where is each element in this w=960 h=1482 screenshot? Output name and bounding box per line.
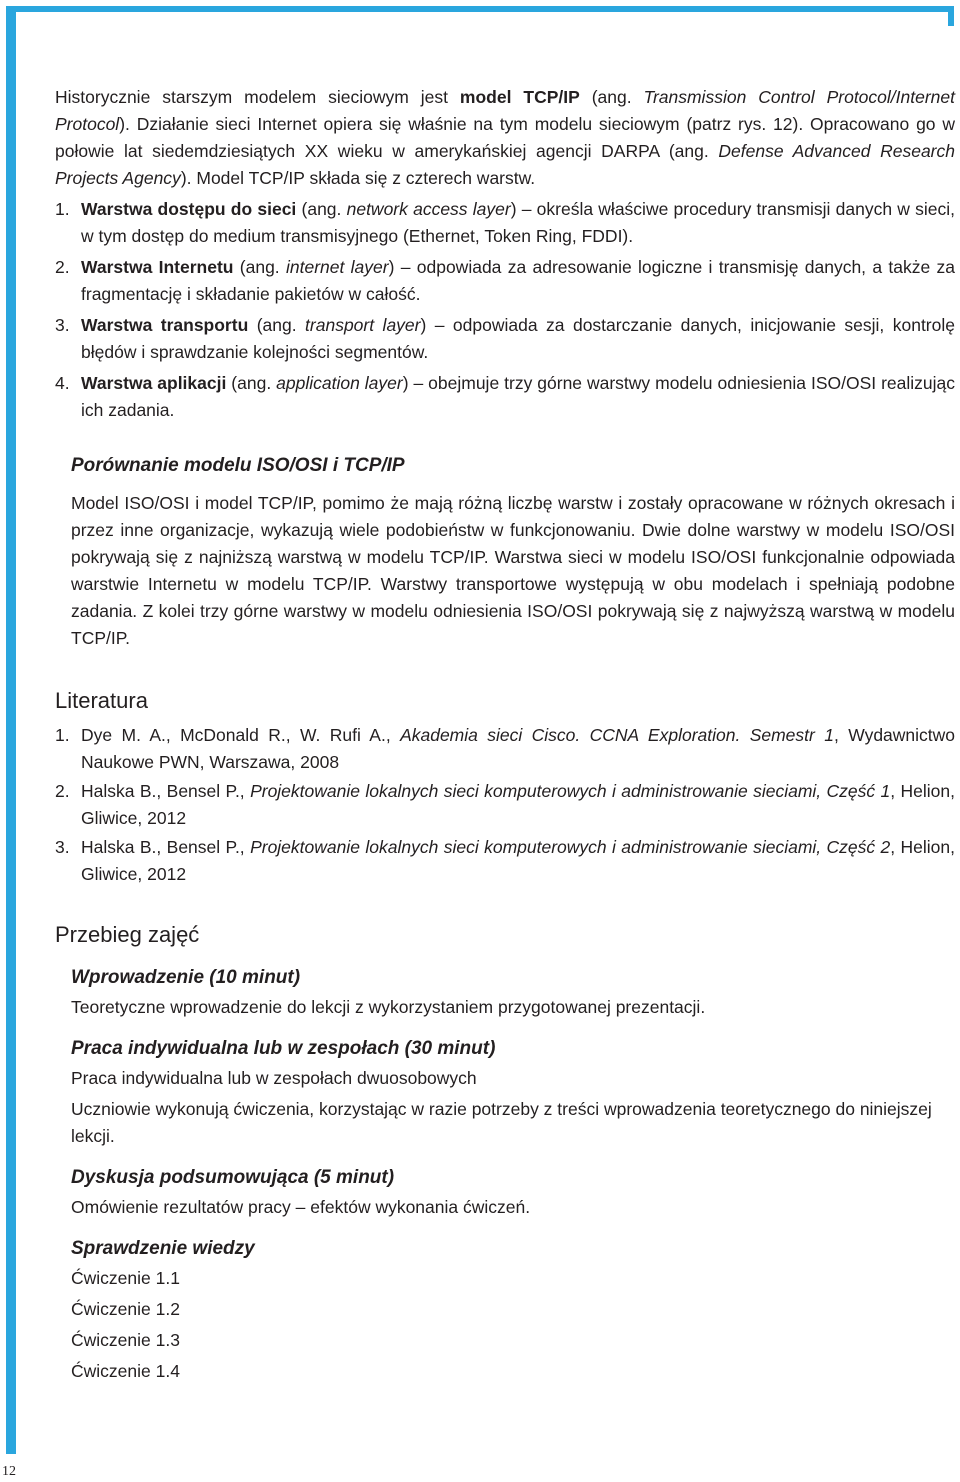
lit-publisher: , Wydawnictwo Naukowe PWN, Warszawa, 2008 (81, 725, 956, 772)
list-item (55, 196, 955, 250)
lit-authors: Halska B., Bensel P., (81, 781, 251, 801)
intro-text: (ang. (579, 87, 644, 107)
literature-list (55, 722, 955, 888)
intro-paragraph (55, 84, 955, 192)
comparison-heading: Porównanie modelu ISO/OSI i TCP/IP (71, 455, 405, 476)
comparison-paragraph: Model ISO/OSI i model TCP/IP, pomimo że mają różną liczbę warstw i zostały opracowane w różnych okresach i przez inne organizacje, wykazują wiele podobieństw w funkcjonowaniu. Dwie dolne warstwy w modelu ISO/OSI pokrywają się z najniższą warstwą w modelu TCP/IP. Warstwa sieci w modelu ISO/OSI funkcjonalnie odpowiada warstwie Internetu w modelu TCP/IP. Warstwy transportowe występują w obu modelach i spełniają podobne zadania. Z kolei trzy górne warstwy w modelu odniesienia ISO/OSI pokrywają się z najwyższą warstwą w modelu TCP/IP. (71, 493, 955, 648)
course-section (55, 964, 955, 1385)
list-item (55, 370, 955, 424)
intro-bold-term: model TCP/IP (459, 87, 580, 107)
layer-text: (ang. (296, 199, 347, 219)
lit-title: Projektowanie lokalnych sieci komputerowych i administrowanie sieciami, Część 1 (250, 781, 891, 801)
exercise-list (71, 1265, 955, 1385)
list-item (55, 778, 955, 832)
layer-text: (ang. (233, 257, 286, 277)
lit-title: Akademia sieci Cisco. CCNA Exploration. Semestr 1 (400, 725, 834, 745)
exercise-item: Ćwiczenie 1.2 (71, 1299, 180, 1319)
layer-title: Warstwa Internetu (81, 257, 234, 277)
list-number: 4. (55, 373, 70, 393)
intro-italic-term: Defense Advanced Research Projects Agency (55, 141, 955, 188)
knowledge-check-subheading: Sprawdzenie wiedzy (71, 1238, 255, 1259)
exercise-item: Ćwiczenie 1.4 (71, 1361, 180, 1381)
discussion-description: Omówienie rezultatów pracy – efektów wykonania ćwiczeń. (71, 1197, 531, 1217)
course-heading: Przebieg zajęć (55, 922, 200, 947)
layer-text: (ang. (226, 373, 277, 393)
intro-subheading: Wprowadzenie (10 minut) (71, 967, 301, 988)
right-accent-bar (948, 6, 954, 26)
layer-description: ) – odpowiada za adresowanie logiczne i transmisję danych, a także za fragmentację i składanie pakietów w całość. (81, 257, 955, 304)
list-item (55, 722, 955, 776)
literature-heading: Literatura (55, 688, 148, 713)
layer-text: (ang. (248, 315, 306, 335)
lit-authors: Dye M. A., McDonald R., W. Rufi A., (81, 725, 401, 745)
intro-italic-term: Transmission Control Protocol/Internet Protocol (55, 87, 955, 134)
layer-description: ) – obejmuje trzy górne warstwy modelu odniesienia ISO/OSI realizując ich zadania. (81, 373, 956, 420)
lit-publisher: , Helion, Gliwice, 2012 (81, 781, 955, 828)
intro-text: Historycznie starszym modelem sieciowym jest (55, 87, 460, 107)
list-number: 2. (55, 257, 70, 277)
list-item (55, 834, 955, 888)
page-content (55, 84, 955, 1385)
list-number: 3. (55, 837, 70, 857)
layer-description: ) – odpowiada za dostarczanie danych, inicjowanie sesji, kontrolę błędów i sprawdzanie kolejności segmentów. (81, 315, 955, 362)
layer-term: network access layer (346, 199, 511, 219)
list-number: 2. (55, 781, 70, 801)
layer-term: transport layer (305, 315, 421, 335)
work-subheading: Praca indywidualna lub w zespołach (30 minut) (71, 1038, 496, 1059)
discussion-subheading: Dyskusja podsumowująca (5 minut) (71, 1167, 395, 1188)
list-item (55, 254, 955, 308)
layer-title: Warstwa transportu (81, 315, 249, 335)
lit-title: Projektowanie lokalnych sieci komputerowych i administrowanie sieciami, Część 2 (250, 837, 891, 857)
layer-title: Warstwa aplikacji (81, 373, 227, 393)
layer-list (55, 196, 955, 424)
layer-title: Warstwa dostępu do sieci (81, 199, 297, 219)
work-description: Praca indywidualna lub w zespołach dwuosobowych (71, 1068, 477, 1088)
layer-term: internet layer (285, 257, 389, 277)
left-accent-bar (6, 6, 16, 1454)
intro-text: ). Działanie sieci Internet opiera się właśnie na tym modelu sieciowym (patrz rys. 12). Opracowano go w połowie lat siedemdziesiątych XX wieku w amerykańskiej agencji DARPA (ang. (55, 114, 955, 161)
intro-text: ). Model TCP/IP składa się z czterech warstw. (180, 168, 536, 188)
layer-description: ) – określa właściwe procedury transmisji danych w sieci, w tym dostęp do medium transmisyjnego (Ethernet, Token Ring, FDDI). (81, 199, 955, 246)
exercise-item: Ćwiczenie 1.1 (71, 1268, 180, 1288)
top-accent-bar (6, 6, 954, 12)
list-item (55, 312, 955, 366)
intro-description: Teoretyczne wprowadzenie do lekcji z wykorzystaniem przygotowanej prezentacji. (71, 997, 706, 1017)
layer-term: application layer (276, 373, 403, 393)
comparison-section (55, 452, 955, 652)
page-number: 12 (2, 1464, 16, 1479)
list-number: 1. (55, 725, 70, 745)
lit-authors: Halska B., Bensel P., (81, 837, 251, 857)
list-number: 1. (55, 199, 70, 219)
lit-publisher: , Helion, Gliwice, 2012 (81, 837, 955, 884)
work-description: Uczniowie wykonują ćwiczenia, korzystając w razie potrzeby z treści wprowadzenia teoretycznego do niniejszej lekcji. (71, 1099, 932, 1146)
exercise-item: Ćwiczenie 1.3 (71, 1330, 180, 1350)
list-number: 3. (55, 315, 70, 335)
